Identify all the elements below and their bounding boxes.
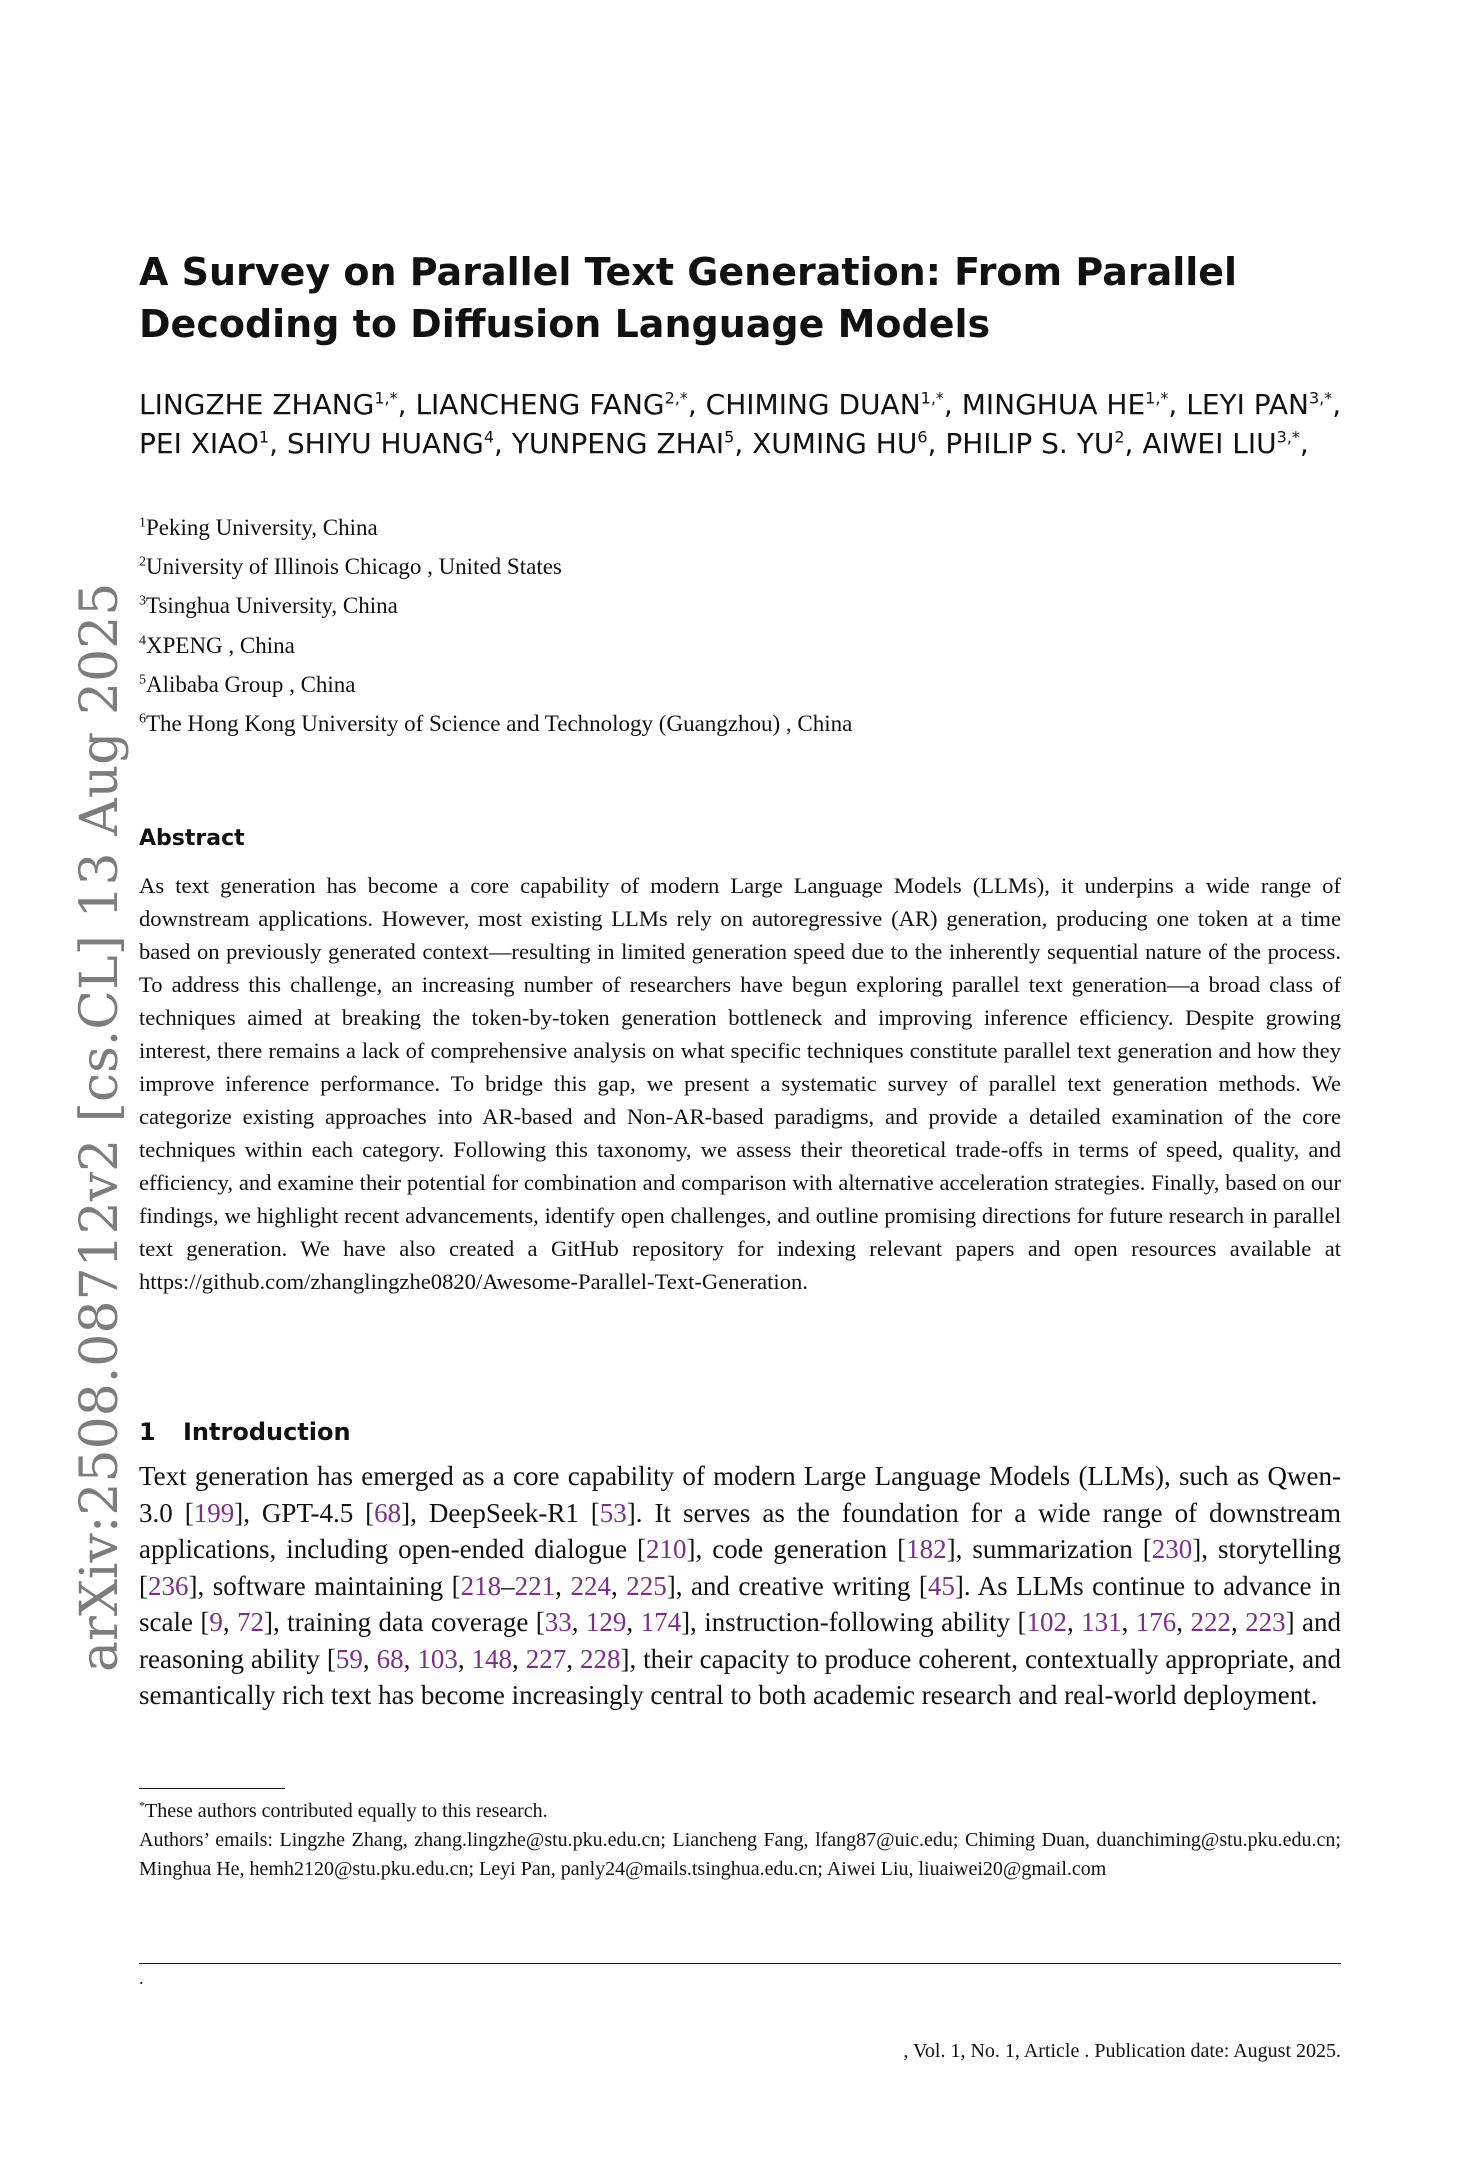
- paper-title: A Survey on Parallel Text Generation: From Parallel Decoding to Diffusion Language Models: [139, 250, 1238, 346]
- affiliation-number: 1: [139, 515, 146, 531]
- affiliation-text: Alibaba Group , China: [146, 671, 356, 697]
- author-affiliation-marker: 5: [724, 427, 735, 447]
- affiliation-text: Peking University, China: [146, 515, 378, 540]
- citation-link[interactable]: 227: [525, 1643, 567, 1674]
- footer-rule: [139, 1963, 1341, 1964]
- citation-link[interactable]: 129: [585, 1607, 627, 1637]
- footnote-marker: *: [139, 1798, 145, 1813]
- citation-link[interactable]: 225: [626, 1570, 667, 1601]
- citation-link[interactable]: 236: [148, 1570, 189, 1601]
- footnote-equal-contribution: *These authors contributed equally to this research.: [139, 1798, 548, 1822]
- author-name: AIWEI LIU: [1142, 427, 1277, 460]
- citation-link[interactable]: 199: [193, 1497, 235, 1528]
- introduction-paragraph: Text generation has emerged as a core capability of modern Large Language Models (LLMs), such as Qwen-3.0 [199], GPT-4.5 [68], DeepSeek-R1 [53]. It serves as the foundation for a wide range of downstream applications, including open-ended dialogue [210], code generation [182], summarization [230], storytelling [236], software maintaining [218–221, 224, 225], and creative writing [45]. As LLMs continue to advance in scale [9, 72], training data coverage [33, 129, 174], instruction-following ability [102, 131, 176, 222, 223] and reasoning ability [59, 68, 103, 148, 227, 228], their capacity to produce coherent, contextually appropriate, and semantically rich text has become increasingly central to both academic research and real-world deployment.: [139, 1461, 1342, 1710]
- author-name: XUMING HU: [752, 427, 918, 460]
- affiliation-number: 5: [139, 672, 146, 688]
- affiliation-text: XPENG , China: [146, 632, 295, 658]
- citation-link[interactable]: 174: [640, 1607, 682, 1637]
- citation-link[interactable]: 228: [579, 1643, 621, 1674]
- citation-link[interactable]: 103: [417, 1643, 458, 1674]
- affiliation-item: [139, 704, 1239, 743]
- affiliation-list: [139, 508, 1239, 743]
- author-name: LIANCHENG FANG: [415, 388, 665, 421]
- section-heading-introduction: [139, 1418, 351, 1446]
- citation-link[interactable]: 53: [599, 1497, 627, 1528]
- affiliation-item: [139, 626, 1239, 665]
- arxiv-sidebar-stamp: arXiv:2508.08712v2 [cs.CL] 13 Aug 2025: [70, 582, 130, 1672]
- affiliation-item: [139, 508, 1239, 547]
- author-name: SHIYU HUANG: [286, 427, 484, 460]
- author-name: PEI XIAO: [139, 427, 259, 460]
- affiliation-text: Tsinghua University, China: [146, 593, 398, 619]
- citation-link[interactable]: 182: [906, 1534, 947, 1564]
- citation-link[interactable]: 148: [471, 1643, 513, 1674]
- citation-link[interactable]: 223: [1245, 1607, 1286, 1637]
- author-affiliation-marker: 3,*: [1308, 388, 1333, 408]
- author-name: LEYI PAN: [1186, 388, 1309, 421]
- citation-link[interactable]: 210: [646, 1534, 687, 1564]
- author-name: MINGHUA HE: [961, 388, 1146, 421]
- affiliation-item: [139, 665, 1239, 704]
- citation-link[interactable]: 68: [374, 1497, 402, 1528]
- affiliation-text: The Hong Kong University of Science and Technology (Guangzhou) , China: [146, 711, 853, 737]
- citation-link[interactable]: 45: [927, 1570, 955, 1601]
- publication-info: , Vol. 1, No. 1, Article . Publication date: August 2025.: [903, 2040, 1341, 2062]
- author-affiliation-marker: 4: [483, 427, 494, 447]
- citation-link[interactable]: 230: [1151, 1534, 1193, 1564]
- author-affiliation-marker: 1,*: [1145, 388, 1169, 408]
- abstract-text: As text generation has become a core capability of modern Large Language Models (LLMs), it underpins a wide range of downstream applications. However, most existing LLMs rely on autoregressive (AR) generation, producing one token at a time based on previously generated context—resulting in limited generation speed due to the inherently sequential nature of the process. To address this challenge, an increasing number of researchers have begun exploring parallel text generation—a broad class of techniques aimed at breaking the token-by-token generation bottleneck and improving inference efficiency. Despite growing interest, there remains a lack of comprehensive analysis on what specific techniques constitute parallel text generation and how they improve inference performance. To bridge this gap, we present a systematic survey of parallel text generation methods. We categorize existing approaches into AR-based and Non-AR-based paradigms, and provide a detailed examination of the core techniques within each category. Following this taxonomy, we assess their theoretical trade-offs in terms of speed, quality, and efficiency, and examine their potential for combination and comparison with alternative acceleration strategies. Finally, based on our findings, we highlight recent advancements, identify open challenges, and outline promising directions for future research in parallel text generation. We have also created a GitHub repository for indexing relevant papers and open resources available at https://github.com/zhanglingzhe0820/Awesome-Parallel-Text-Generation.: [139, 873, 1341, 1294]
- footnotes: [139, 1797, 1341, 1884]
- affiliation-item: [139, 586, 1239, 625]
- affiliation-number: 6: [139, 711, 146, 727]
- footer-dot: .: [139, 1968, 144, 1988]
- citation-link[interactable]: 33: [544, 1607, 572, 1637]
- author-affiliation-marker: 1: [258, 427, 270, 447]
- abstract-heading: Abstract: [139, 826, 245, 851]
- citation-link[interactable]: 222: [1190, 1607, 1231, 1637]
- author-affiliation-marker: 6: [917, 427, 928, 447]
- section-title: Introduction: [183, 1418, 351, 1446]
- author-name: YUNPENG ZHAI: [511, 427, 725, 460]
- citation-link[interactable]: 102: [1026, 1607, 1067, 1637]
- affiliation-number: 2: [139, 554, 146, 570]
- citation-link[interactable]: 221: [514, 1570, 556, 1601]
- citation-link[interactable]: 131: [1081, 1607, 1122, 1637]
- citation-link[interactable]: 224: [570, 1570, 611, 1601]
- author-affiliation-marker: 1,*: [374, 388, 398, 408]
- citation-link[interactable]: 9: [209, 1607, 223, 1637]
- footnote-rule: [139, 1788, 285, 1789]
- affiliation-text: University of Illinois Chicago , United States: [146, 554, 562, 580]
- author-affiliation-marker: 2: [1114, 427, 1125, 447]
- author-affiliation-marker: 3,*: [1276, 427, 1300, 447]
- affiliation-number: 4: [139, 632, 146, 648]
- author-affiliation-marker: 1,*: [920, 388, 944, 408]
- citation-link[interactable]: 176: [1135, 1607, 1177, 1637]
- citation-link[interactable]: 218: [460, 1570, 502, 1601]
- affiliation-item: [139, 547, 1239, 586]
- section-number: 1: [139, 1418, 156, 1446]
- citation-link[interactable]: 59: [335, 1643, 363, 1674]
- footnote-emails: Authors’ emails: Lingzhe Zhang, zhang.lingzhe@stu.pku.edu.cn; Liancheng Fang, lfang87@uic.edu; Chiming Duan, duanchiming@stu.pku.edu.cn; Minghua He, hemh2120@stu.pku.edu.cn; Leyi Pan, panly24@mails.tsinghua.edu.cn; Aiwei Liu, liuaiwei20@gmail.com: [139, 1829, 1341, 1880]
- author-name: PHILIP S. YU: [945, 427, 1115, 460]
- author-affiliation-marker: 2,*: [664, 388, 688, 408]
- affiliation-number: 3: [139, 593, 146, 609]
- citation-link[interactable]: 72: [237, 1607, 265, 1637]
- author-name: CHIMING DUAN: [705, 388, 921, 421]
- author-list: LINGZHE $ZHANG^{1,*}$, LIANCHENG $FANG^{2,*}$, CHIMING $DUAN^{1,*}$, MINGHUA $HE^{1,*}$, LEYI $PAN^{3,*}$, PEI XIAO$^1$, SHIYU HUANG$^4$, YUNPENG ZHAI$^5$, XUMING $HU^6$, PHILIP S. $YU^2$, AIWEI $LIU^{3,*}$,: [139, 388, 1342, 460]
- author-name: LINGZHE ZHANG: [139, 388, 375, 421]
- citation-link[interactable]: 68: [376, 1643, 404, 1674]
